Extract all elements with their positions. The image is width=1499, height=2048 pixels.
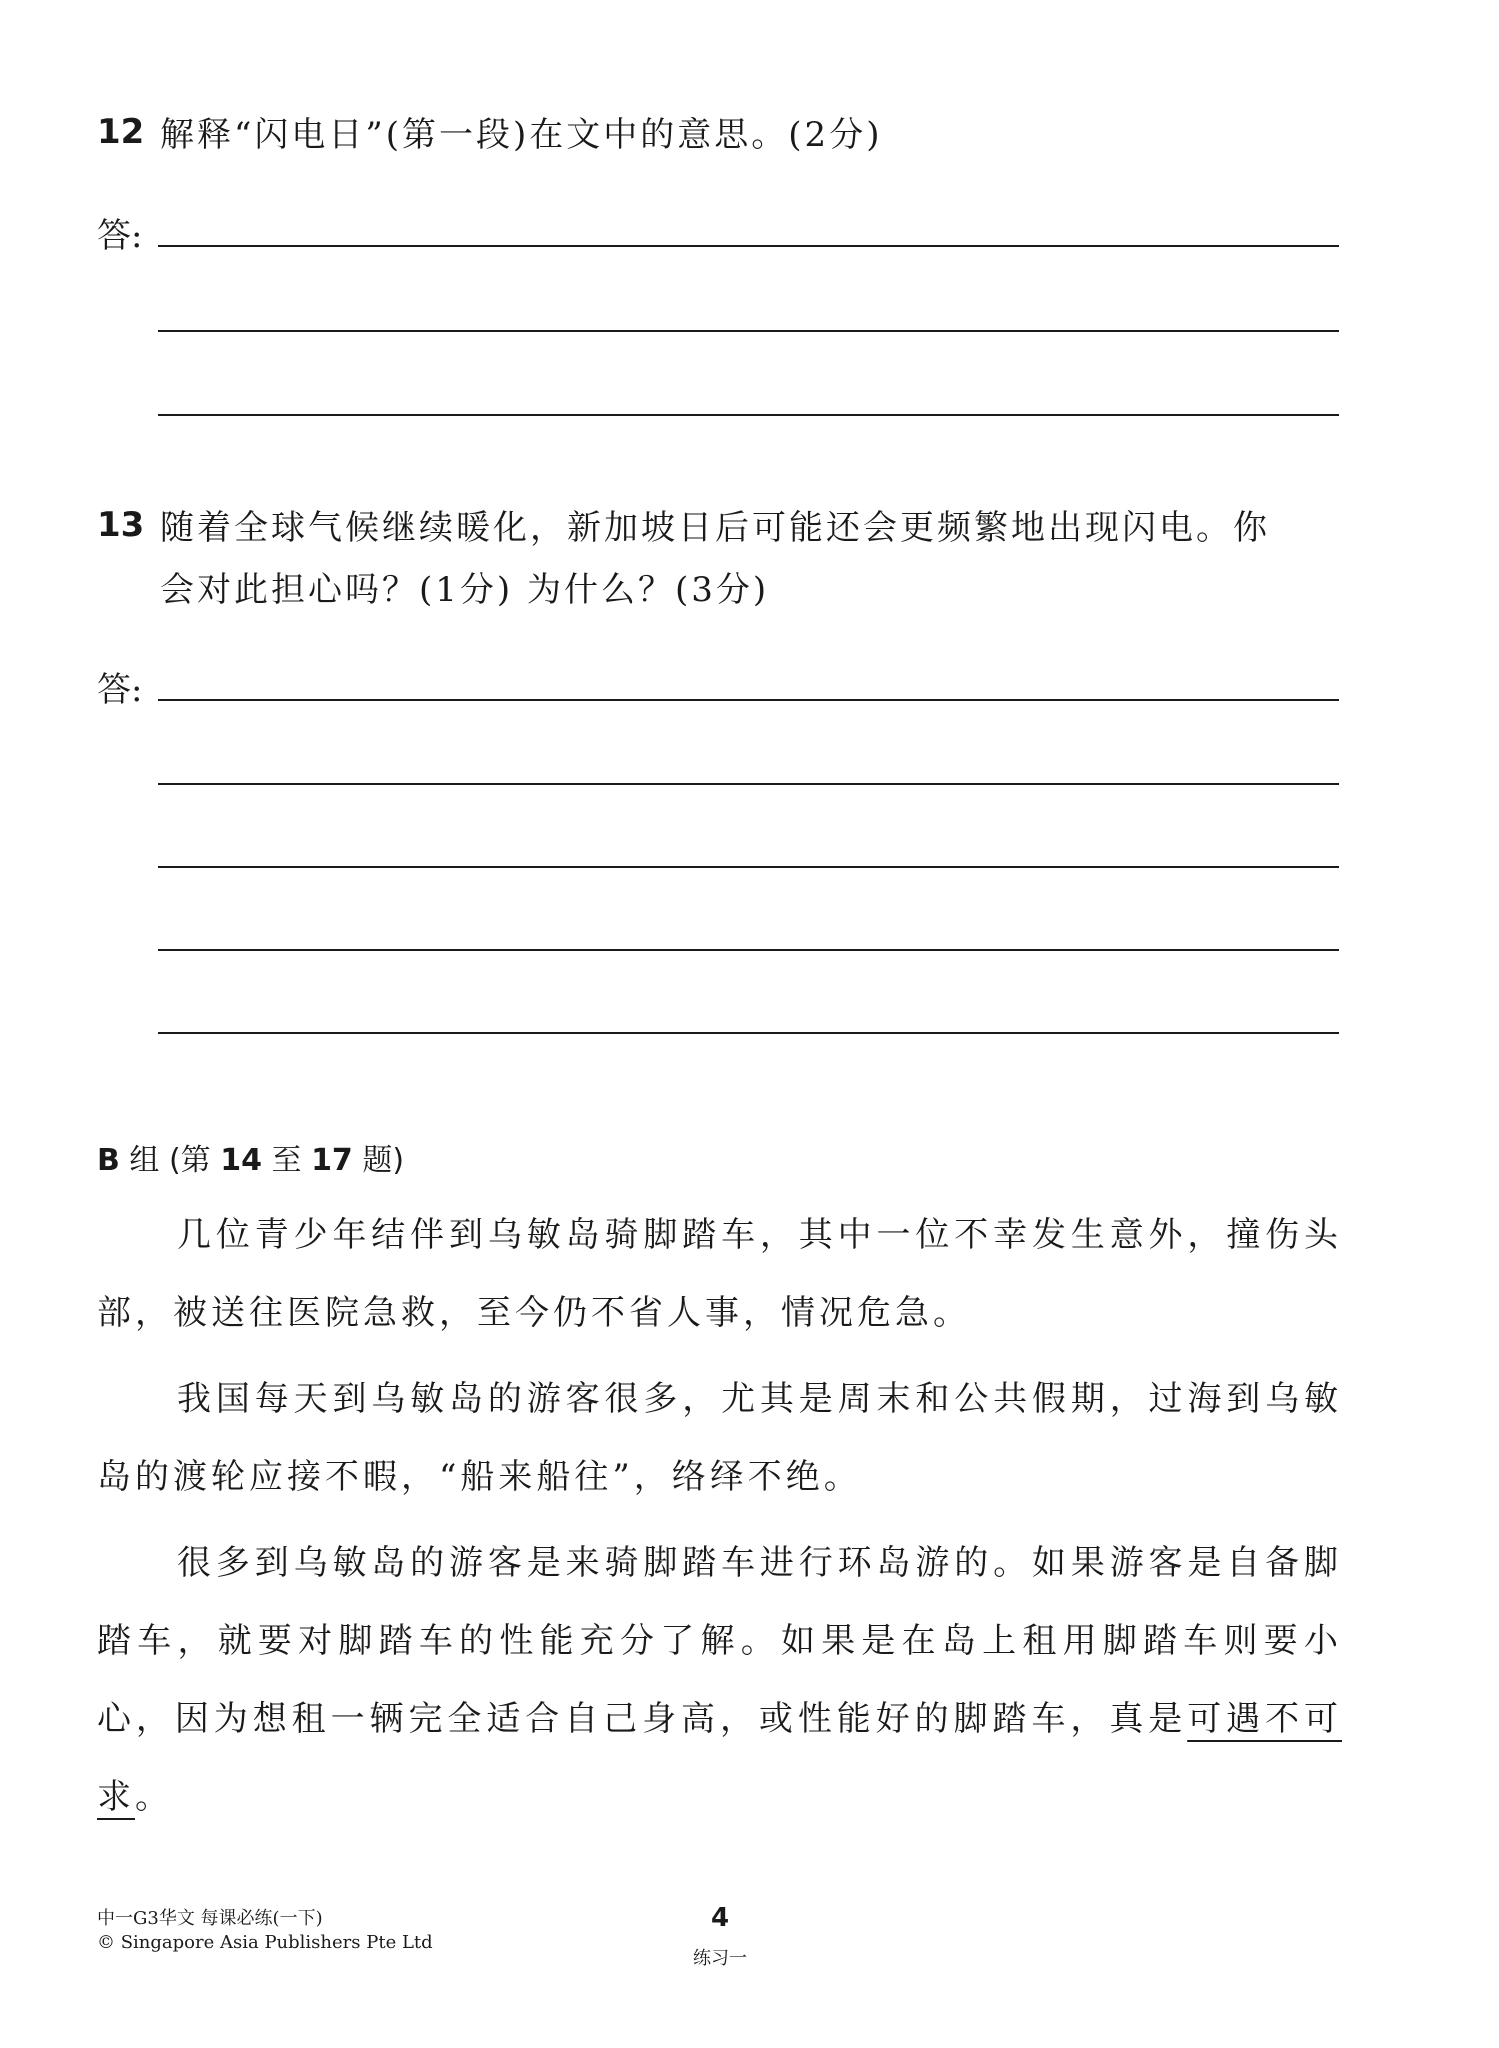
section-range-end: 题) (362, 1143, 405, 1178)
section-label: B (97, 1143, 120, 1178)
question-13-answer-label: 答: (97, 670, 143, 710)
section-group-text: 组 (第 (129, 1143, 211, 1178)
question-13-number: 13 (97, 505, 145, 545)
exercise-label: 练习一 (693, 1948, 747, 1969)
answer-line[interactable] (158, 1032, 1339, 1034)
answer-line[interactable] (158, 866, 1339, 868)
section-range-from: 14 (220, 1143, 262, 1178)
answer-line[interactable] (158, 330, 1339, 332)
page-number: 4 (710, 1903, 730, 1933)
paragraph-3-text: 很多到乌敏岛的游客是来骑脚踏车进行环岛游的。如果游客是自备脚踏车，就要对脚踏车的性能充分了解。如果是在岛上租用脚踏车则要小心，因为想租一辆完全适合自己身高，或性能好的脚踏车，真是 (97, 1543, 1342, 1739)
question-12-answer-label: 答: (97, 216, 143, 256)
passage-paragraph-2: 我国每天到乌敏岛的游客很多，尤其是周末和公共假期，过海到乌敏岛的渡轮应接不暇，“船来船往”，络绎不绝。 (97, 1379, 1342, 1497)
answer-line[interactable] (158, 414, 1339, 416)
paragraph-3-end: 。 (135, 1777, 173, 1817)
section-range-word: 至 (271, 1143, 302, 1178)
section-b-heading (97, 1135, 404, 1179)
underlined-phrase: 可遇不可求 (97, 1699, 1343, 1817)
answer-line[interactable] (158, 699, 1339, 701)
passage-paragraph-3 (97, 1524, 1342, 1836)
answer-line[interactable] (158, 245, 1339, 247)
book-title: 中一G3华文 每课必练(一下) (97, 1908, 323, 1929)
question-13-line-1: 随着全球气候继续暖化，新加坡日后可能还会更频繁地出现闪电。你 (160, 508, 1270, 548)
question-12-number: 12 (97, 112, 145, 152)
section-range-to: 17 (311, 1143, 353, 1178)
answer-line[interactable] (158, 949, 1339, 951)
question-12-text: 解释“闪电日”(第一段)在文中的意思。(2分) (160, 115, 883, 155)
answer-line[interactable] (158, 783, 1339, 785)
question-13-line-2: 会对此担心吗？(1分) 为什么？(3分) (160, 570, 770, 610)
passage-paragraph-1: 几位青少年结伴到乌敏岛骑脚踏车，其中一位不幸发生意外，撞伤头部，被送往医院急救，至今仍不省人事，情况危急。 (97, 1215, 1342, 1333)
copyright: © Singapore Asia Publishers Pte Ltd (97, 1932, 433, 1953)
